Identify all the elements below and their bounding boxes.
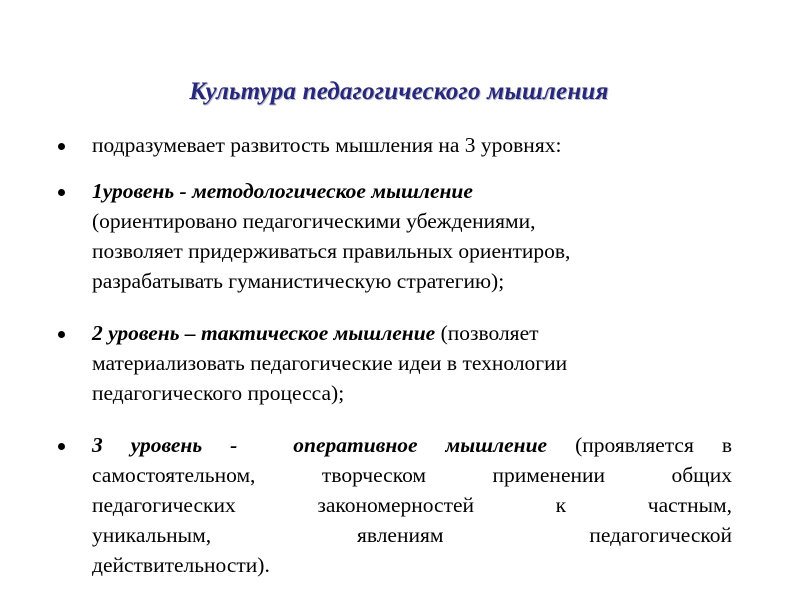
- item-4-line-2: самостоятельном, творческом применении общих: [92, 463, 732, 487]
- item-1-text: подразумевает развитость мышления на 3 уровнях:: [92, 133, 562, 157]
- slide-title-text: Культура педагогического мышления: [189, 78, 609, 105]
- item-4-line-5: действительности).: [92, 553, 270, 577]
- item-4-line-1: [92, 430, 732, 460]
- list-item-text: [92, 130, 732, 160]
- item-2-line-4: разрабатывать гуманистическую стратегию);: [92, 269, 505, 293]
- item-4-line-3: педагогических закономерностей к частным,: [92, 493, 732, 517]
- item-3-emphasis: 2 уровень – тактическое мышление: [92, 321, 436, 345]
- bullet-icon: [58, 143, 65, 150]
- item-3-rest: (позволяет: [435, 321, 539, 345]
- item-3-line-3: педагогического процесса);: [92, 381, 345, 405]
- bullet-icon: [58, 443, 65, 450]
- list-item-text: [92, 176, 732, 296]
- item-4-line-4: уникальным, явлениям педагогической: [92, 523, 732, 547]
- bullet-icon: [58, 331, 65, 338]
- item-4-rest: (проявляется в: [547, 433, 732, 457]
- item-3-line-2: материализовать педагогические идеи в технологии: [92, 351, 568, 375]
- item-2-emphasis: 1уровень - методологическое мышление: [92, 179, 473, 203]
- item-4-emphasis-a: 3 уровень -: [92, 433, 238, 457]
- list-item-text: [92, 430, 732, 580]
- item-2-line-2: (ориентировано педагогическими убеждениями,: [92, 209, 536, 233]
- item-4-emphasis-b: оперативное мышление: [293, 433, 548, 457]
- item-2-line-3: позволяет придерживаться правильных ориентиров,: [92, 239, 571, 263]
- bullet-icon: [58, 189, 65, 196]
- list-item-text: [92, 318, 732, 408]
